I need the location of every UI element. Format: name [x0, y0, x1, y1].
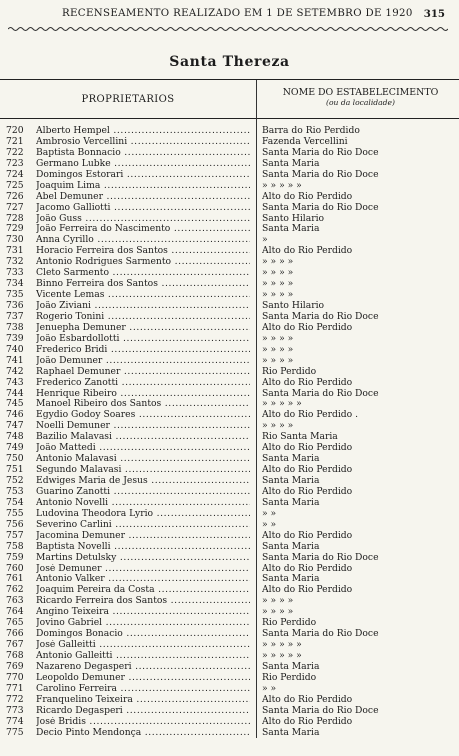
establishment-name: Alto do Rio Perdido — [262, 486, 353, 497]
owner-name: Antonio Galleitti ..... — [36, 651, 250, 662]
table-row — [0, 585, 459, 596]
establishment-name: » » » » » — [262, 399, 302, 410]
location-title: Santa Thereza — [169, 54, 290, 70]
owner-name: Ricardo Degasperi ..... — [36, 706, 250, 717]
table-row — [0, 498, 459, 509]
owner-name: Alberto Hempel ..... — [36, 126, 250, 137]
owner-name: Domingos Bonacio ..... — [36, 629, 250, 640]
owner-name: Bazilio Malavasi ..... — [36, 432, 250, 443]
row-number: 733 — [6, 267, 24, 279]
establishment-name: Santa Maria — [262, 476, 320, 486]
owner-name: Carolino Ferreira ..... — [36, 684, 250, 695]
owner-name: Leopoldo Demuner ..... — [36, 673, 250, 684]
establishment-name: » » » » — [262, 421, 294, 432]
establishment-name: Santa Maria do Rio Doce — [262, 705, 379, 716]
establishment-header-label: NOME DO ESTABELECIMENTO — [282, 87, 439, 98]
row-number: 774 — [6, 715, 24, 727]
owner-name: Decio Pinto Mendonça ..... — [36, 728, 250, 739]
owner-name: Guarino Zanotti ..... — [36, 487, 250, 498]
owner-name: Vicente Lemas ..... — [36, 290, 250, 301]
establishment-name: Fazenda Vercellini — [262, 136, 348, 147]
row-number: 737 — [6, 310, 24, 322]
establishment-name: Alto do Rio Perdido — [262, 443, 353, 454]
establishment-name: Alto do Rio Perdido — [262, 465, 353, 476]
establishment-name: » » — [262, 519, 277, 530]
row-number: 727 — [6, 201, 24, 213]
establishment-name: Santa Maria do Rio Doce — [262, 629, 379, 640]
table-row — [0, 574, 459, 585]
table-row — [0, 487, 459, 498]
table-row — [0, 728, 459, 739]
owner-name: Ludovina Theodora Lyrio ..... — [36, 509, 250, 520]
establishment-name: » » » » — [262, 333, 294, 344]
row-number: 757 — [6, 529, 24, 541]
table-row — [0, 203, 459, 214]
owner-name: Edwiges Maria de Jesus ..... — [36, 476, 250, 487]
establishment-name: Alto do Rio Perdido — [262, 585, 353, 596]
table-row — [0, 684, 459, 695]
table-row — [0, 345, 459, 356]
table-row — [0, 170, 459, 181]
row-number: 759 — [6, 551, 24, 563]
owner-name: Ricardo Ferreira dos Santos ..... — [36, 596, 250, 607]
owner-name: Raphael Demuner ..... — [36, 367, 250, 378]
table-row — [0, 148, 459, 159]
table-row — [0, 651, 459, 662]
table-row — [0, 181, 459, 192]
establishment-name: Alto do Rio Perdido — [262, 377, 353, 388]
establishment-name: » » — [262, 508, 277, 519]
establishment-name: » » » » — [262, 344, 294, 355]
row-number: 760 — [6, 562, 24, 574]
page-header — [8, 8, 451, 24]
row-number: 729 — [6, 223, 24, 235]
establishment-name: Santa Maria — [262, 661, 320, 672]
table-row — [0, 465, 459, 476]
owner-name: José Galleitti ..... — [36, 640, 250, 651]
owner-name: Noelli Demuner ..... — [36, 421, 250, 432]
establishment-name: Santa Maria — [262, 541, 320, 552]
table-row — [0, 235, 459, 246]
row-number: 761 — [6, 573, 24, 585]
establishment-name: Santa Maria do Rio Doce — [262, 552, 379, 563]
owner-name: Angino Teixeira ..... — [36, 607, 250, 618]
owner-name: Anna Cyrillo ..... — [36, 235, 250, 246]
table-row — [0, 520, 459, 531]
establishment-name: Alto do Rio Perdido — [262, 322, 353, 333]
owner-name: Antonio Valker ..... — [36, 574, 250, 585]
table-row — [0, 257, 459, 268]
owner-name: Germano Lubke ..... — [36, 159, 250, 170]
row-number: 728 — [6, 212, 24, 224]
establishment-name: Alto do Rio Perdido — [262, 191, 353, 202]
owner-name: Antonio Rodrigues Sarmento ..... — [36, 257, 250, 268]
table-row — [0, 476, 459, 487]
table-row — [0, 629, 459, 640]
establishment-name: Santa Maria do Rio Doce — [262, 311, 379, 322]
establishment-name: » » » » — [262, 355, 294, 366]
table-row — [0, 356, 459, 367]
establishment-name: » » » » — [262, 607, 294, 618]
table-row — [0, 410, 459, 421]
establishment-name: » » » » — [262, 268, 294, 279]
owner-name: Jacomina Demuner ..... — [36, 531, 250, 542]
establishment-name: Santa Maria do Rio Doce — [262, 202, 379, 213]
owner-name: Henrique Ribeiro ..... — [36, 389, 250, 400]
table-row — [0, 399, 459, 410]
establishment-name: Barra do Rio Perdido — [262, 126, 360, 136]
owner-name: Martins Detulsky ..... — [36, 553, 250, 564]
row-number: 752 — [6, 475, 24, 486]
row-number: 734 — [6, 278, 24, 290]
table-row — [0, 673, 459, 684]
row-number: 763 — [6, 595, 24, 607]
owner-name: Egydio Godoy Soares ..... — [36, 410, 250, 421]
table-row — [0, 596, 459, 607]
row-number: 745 — [6, 398, 24, 410]
owner-name: João Esbardollotti ..... — [36, 334, 250, 345]
owner-name: Jenuepha Demuner ..... — [36, 323, 250, 334]
establishment-name: » » » » » — [262, 640, 302, 651]
establishment-name: Santa Maria do Rio Doce — [262, 169, 379, 180]
establishment-name: Santa Maria — [262, 497, 320, 508]
table-row — [0, 531, 459, 542]
row-number: 732 — [6, 256, 24, 268]
table-row — [0, 246, 459, 257]
establishment-name: Santa Maria — [262, 158, 320, 169]
row-number: 723 — [6, 157, 24, 169]
owner-name: Joaquim Pereira da Costa ..... — [36, 585, 250, 596]
table-row — [0, 159, 459, 170]
establishment-name: » » » » — [262, 596, 294, 607]
row-number: 722 — [6, 146, 24, 158]
establishment-name: Alto do Rio Perdido — [262, 246, 353, 257]
establishment-name: Santo Hilario — [262, 301, 325, 311]
page-header-title: RECENSEAMENTO REALIZADO EM 1 DE SETEMBRO DE 1920 — [62, 8, 413, 19]
row-number: 742 — [6, 365, 24, 377]
row-number: 731 — [6, 245, 24, 257]
table-row — [0, 192, 459, 203]
row-number: 770 — [6, 671, 24, 683]
row-number: 746 — [6, 409, 24, 421]
establishment-name: » » » » — [262, 257, 294, 268]
establishment-name: Santa Maria — [262, 224, 320, 235]
row-number: 736 — [6, 300, 24, 311]
row-number: 767 — [6, 639, 24, 651]
row-number: 768 — [6, 650, 24, 661]
row-number: 744 — [6, 387, 24, 399]
row-number: 721 — [6, 135, 24, 147]
table-row — [0, 214, 459, 225]
owner-name: Binno Ferreira dos Santos ..... — [36, 279, 250, 290]
establishment-name: Santa Maria do Rio Doce — [262, 147, 379, 158]
row-number: 765 — [6, 617, 24, 629]
establishment-name: Alto do Rio Perdido — [262, 694, 353, 705]
owner-name: João Ferreira do Nascimento ..... — [36, 224, 250, 235]
table-row — [0, 695, 459, 706]
establishment-name: » » » » — [262, 279, 294, 290]
table-row — [0, 717, 459, 728]
establishment-name: » » » » — [262, 290, 294, 301]
table-row — [0, 509, 459, 520]
establishment-name: Rio Perdido — [262, 618, 317, 629]
table-row — [0, 706, 459, 717]
row-number: 755 — [6, 507, 24, 519]
row-number: 758 — [6, 540, 24, 552]
row-number: 735 — [6, 289, 24, 301]
row-number: 743 — [6, 376, 24, 388]
row-number: 762 — [6, 584, 24, 596]
establishment-name: Rio Perdido — [262, 672, 317, 683]
establishment-column-header — [262, 88, 459, 108]
establishment-header-sublabel: (ou da localidade) — [326, 98, 395, 107]
table-row — [0, 564, 459, 575]
row-number: 726 — [6, 190, 24, 202]
establishment-name: » » — [262, 683, 277, 694]
page-number: 315 — [423, 8, 445, 20]
row-number: 739 — [6, 332, 24, 344]
owner-name: Joaquim Lima ..... — [36, 181, 250, 192]
table-header — [0, 79, 459, 119]
table-row — [0, 662, 459, 673]
establishment-name: Rio Perdido — [262, 366, 317, 377]
table-row — [0, 378, 459, 389]
establishment-name: Alto do Rio Perdido . — [262, 410, 359, 421]
table-row — [0, 268, 459, 279]
row-number: 769 — [6, 660, 24, 672]
establishment-name: Alto do Rio Perdido — [262, 716, 353, 727]
owner-name: Severino Carlini ..... — [36, 520, 250, 531]
table-row — [0, 290, 459, 301]
table-row — [0, 367, 459, 378]
owner-name: Abel Demuner ..... — [36, 192, 250, 203]
table-row — [0, 443, 459, 454]
owner-name: Rogerio Tonini ..... — [36, 312, 250, 323]
establishment-name: » » » » » — [262, 180, 302, 191]
owner-name: José Bridis ..... — [36, 717, 250, 728]
owner-name: Antonio Novelli ..... — [36, 498, 250, 509]
table-row — [0, 279, 459, 290]
owner-name: José Demuner ..... — [36, 564, 250, 575]
establishment-name: Santa Maria — [262, 574, 320, 585]
row-number: 740 — [6, 343, 24, 355]
establishment-name: » — [262, 235, 268, 246]
header-wavy-rule — [8, 26, 448, 32]
row-number: 725 — [6, 179, 24, 191]
table-row — [0, 618, 459, 629]
row-number: 741 — [6, 354, 24, 366]
owner-name: Franquelino Teixeira ..... — [36, 695, 250, 706]
table-row — [0, 312, 459, 323]
row-number: 730 — [6, 234, 24, 246]
owner-name: João Demuner ..... — [36, 356, 250, 367]
table-row — [0, 389, 459, 400]
owner-name: Nazareno Degasperi ..... — [36, 662, 250, 673]
establishment-name: Santa Maria — [262, 454, 320, 465]
owner-name: Domingos Estorari ..... — [36, 170, 250, 181]
table-row — [0, 640, 459, 651]
owner-name: Jovino Gabriel ..... — [36, 618, 250, 629]
establishment-name: Alto do Rio Perdido — [262, 530, 353, 541]
owner-name: Jacomo Galliotti ..... — [36, 203, 250, 214]
establishment-name: Alto do Rio Perdido — [262, 563, 353, 574]
row-number: 772 — [6, 693, 24, 705]
table-row — [0, 607, 459, 618]
row-number: 764 — [6, 606, 24, 618]
owner-name: Manoel Ribeiro dos Santos ..... — [36, 399, 250, 410]
row-number: 720 — [6, 125, 24, 136]
establishment-name: Santo Hilario — [262, 213, 325, 224]
table-row — [0, 421, 459, 432]
table-row — [0, 126, 459, 137]
table-row — [0, 542, 459, 553]
owners-column-header — [0, 80, 257, 118]
table-row — [0, 334, 459, 345]
establishment-name: Santa Maria do Rio Doce — [262, 388, 379, 399]
table-row — [0, 323, 459, 334]
row-number: 771 — [6, 682, 24, 694]
establishment-name: » » » » » — [262, 651, 302, 661]
owner-name: Baptista Bonnacio ..... — [36, 148, 250, 159]
owner-name: Frederico Zanotti ..... — [36, 378, 250, 389]
table-row — [0, 224, 459, 235]
row-number: 766 — [6, 628, 24, 640]
owner-name: Antonio Malavasi ..... — [36, 454, 250, 465]
row-number: 753 — [6, 485, 24, 497]
owner-name: Horacio Ferreira dos Santos ..... — [36, 246, 250, 257]
owner-name: Baptista Novelli ..... — [36, 542, 250, 553]
owner-name: João Mattedi ..... — [36, 443, 250, 454]
owner-name: Segundo Malavasi ..... — [36, 465, 250, 476]
row-number: 738 — [6, 321, 24, 333]
row-number: 756 — [6, 518, 24, 530]
row-number: 724 — [6, 168, 24, 180]
table-body — [0, 126, 459, 739]
table-row — [0, 553, 459, 564]
owner-name: Frederico Bridi ..... — [36, 345, 250, 356]
owner-name: Cleto Sarmento ..... — [36, 268, 250, 279]
owner-name: João Guss ..... — [36, 214, 250, 225]
establishment-name: Rio Santa Maria — [262, 432, 338, 443]
row-number: 750 — [6, 453, 24, 465]
row-number: 773 — [6, 704, 24, 716]
row-number: 747 — [6, 420, 24, 432]
table-row — [0, 454, 459, 465]
table-row — [0, 301, 459, 312]
owner-name: João Ziviani ..... — [36, 301, 250, 312]
row-number: 748 — [6, 431, 24, 443]
row-number: 749 — [6, 442, 24, 454]
row-number: 751 — [6, 464, 24, 476]
row-number: 775 — [6, 726, 24, 738]
table-row — [0, 432, 459, 443]
owner-name: Ambrosio Vercellini ..... — [36, 137, 250, 148]
establishment-name: Santa Maria — [262, 727, 320, 738]
owners-header-label: PROPRIETARIOS — [81, 94, 175, 105]
table-row — [0, 137, 459, 148]
row-number: 754 — [6, 496, 24, 508]
